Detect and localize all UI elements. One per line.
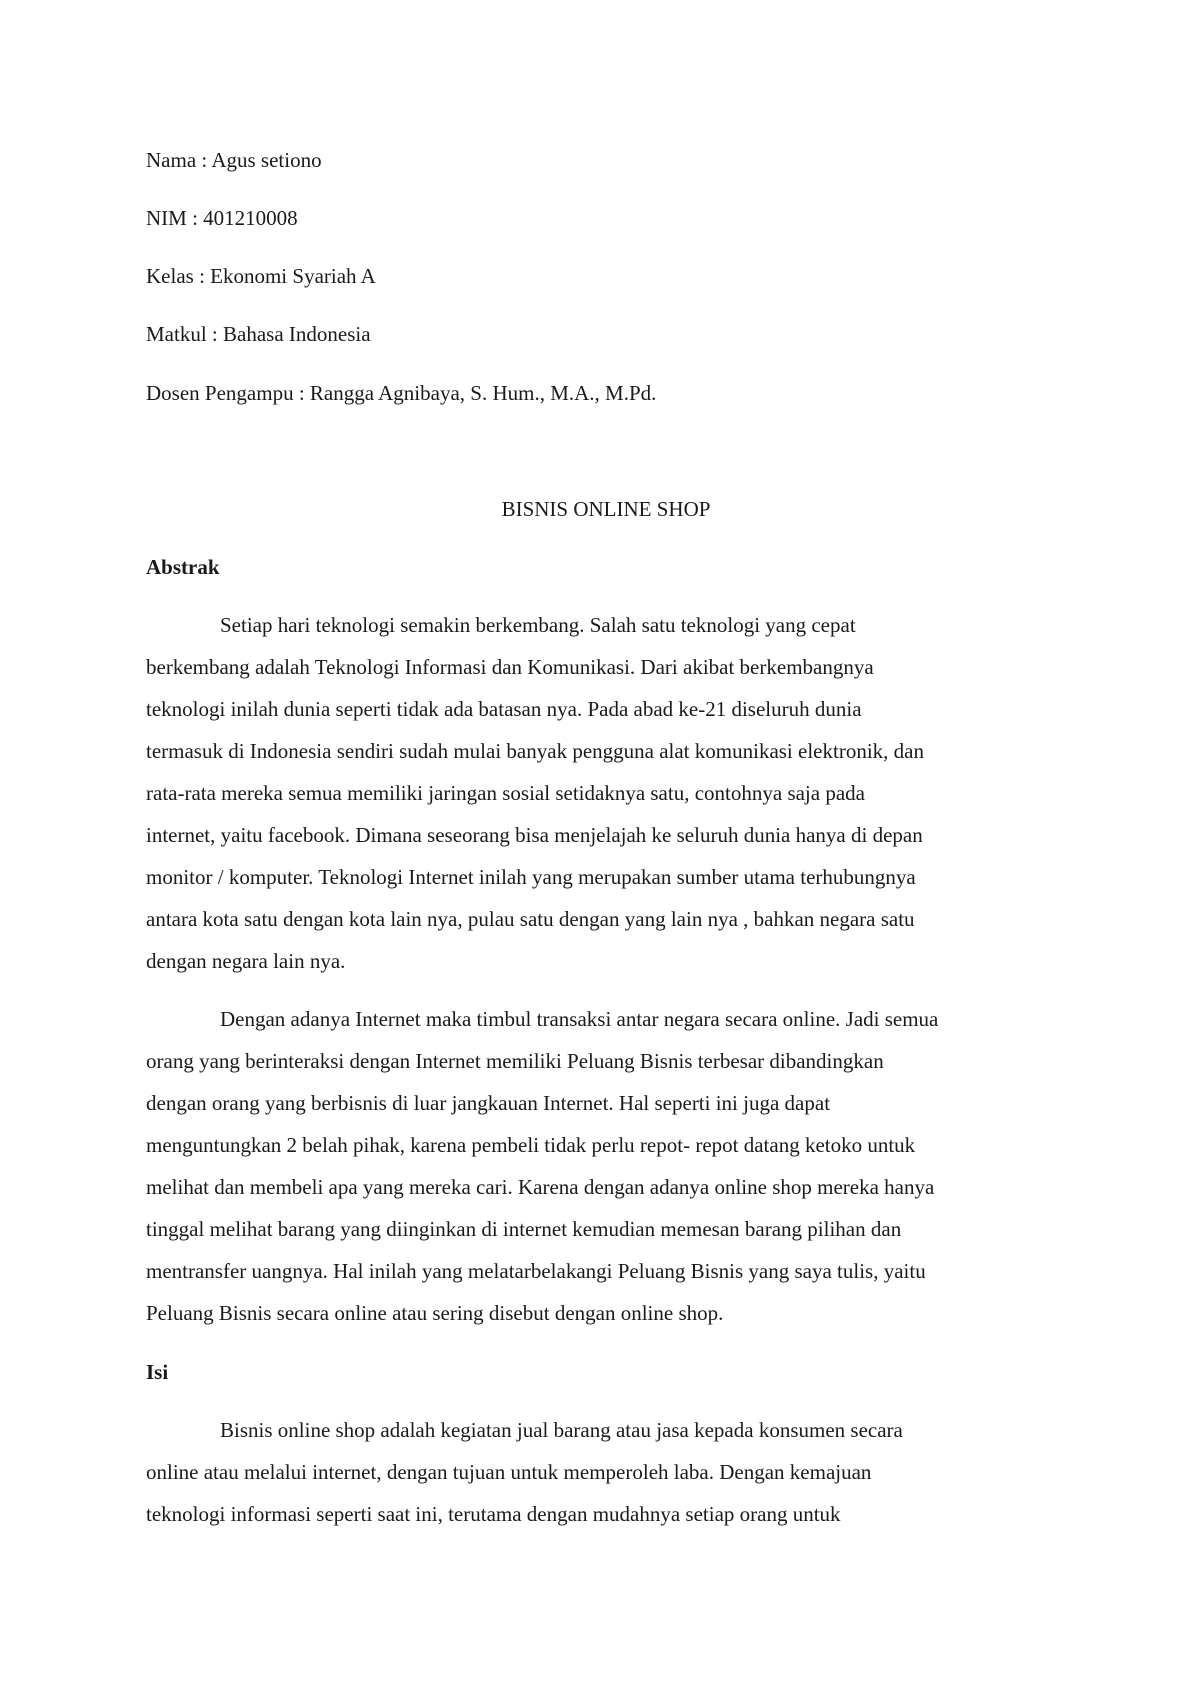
paragraph-line: rata-rata mereka semua memiliki jaringan sosial setidaknya satu, contohnya saja pada — [146, 781, 865, 805]
paragraph-line: tinggal melihat barang yang diinginkan di internet kemudian memesan barang pilihan dan — [146, 1217, 902, 1241]
paragraph-line: Dengan adanya Internet maka timbul transaksi antar negara secara online. Jadi semua — [220, 1007, 939, 1031]
section-heading-abstrak: Abstrak — [146, 555, 220, 579]
paragraph-line: Bisnis online shop adalah kegiatan jual barang atau jasa kepada konsumen secara — [220, 1418, 903, 1442]
paragraph-line: dengan negara lain nya. — [146, 949, 346, 973]
section-heading-isi: Isi — [146, 1360, 169, 1384]
paragraph-line: berkembang adalah Teknologi Informasi dan Komunikasi. Dari akibat berkembangnya — [146, 655, 874, 679]
document-title: BISNIS ONLINE SHOP — [501, 497, 711, 521]
paragraph-line: mentransfer uangnya. Hal inilah yang melatarbelakangi Peluang Bisnis yang saya tulis, yaitu — [146, 1259, 926, 1283]
paragraph-line: internet, yaitu facebook. Dimana seseorang bisa menjelajah ke seluruh dunia hanya di depan — [146, 823, 923, 847]
student-nim: NIM : 401210008 — [146, 206, 298, 230]
paragraph-line: Setiap hari teknologi semakin berkembang. Salah satu teknologi yang cepat — [220, 613, 856, 637]
paragraph-line: menguntungkan 2 belah pihak, karena pembeli tidak perlu repot- repot datang ketoko untuk — [146, 1133, 916, 1157]
paragraph-line: Peluang Bisnis secara online atau sering disebut dengan online shop. — [146, 1301, 724, 1325]
paragraph-line: teknologi inilah dunia seperti tidak ada batasan nya. Pada abad ke-21 diseluruh dunia — [146, 697, 862, 721]
paragraph-line: monitor / komputer. Teknologi Internet inilah yang merupakan sumber utama terhubungnya — [146, 865, 916, 889]
student-class: Kelas : Ekonomi Syariah A — [146, 264, 376, 288]
paragraph-line: orang yang berinteraksi dengan Internet memiliki Peluang Bisnis terbesar dibandingkan — [146, 1049, 884, 1073]
paragraph-line: online atau melalui internet, dengan tujuan untuk memperoleh laba. Dengan kemajuan — [146, 1460, 872, 1484]
paragraph-line: dengan orang yang berbisnis di luar jangkauan Internet. Hal seperti ini juga dapat — [146, 1091, 831, 1115]
student-name: Nama : Agus setiono — [146, 148, 322, 172]
paragraph-line: antara kota satu dengan kota lain nya, pulau satu dengan yang lain nya , bahkan negara satu — [146, 907, 915, 931]
course-name: Matkul : Bahasa Indonesia — [146, 322, 371, 346]
paragraph-line: melihat dan membeli apa yang mereka cari. Karena dengan adanya online shop mereka hanya — [146, 1175, 935, 1199]
paragraph-line: teknologi informasi seperti saat ini, terutama dengan mudahnya setiap orang untuk — [146, 1502, 841, 1526]
lecturer-name: Dosen Pengampu : Rangga Agnibaya, S. Hum., M.A., M.Pd. — [146, 381, 657, 405]
paragraph-line: termasuk di Indonesia sendiri sudah mulai banyak pengguna alat komunikasi elektronik, dan — [146, 739, 924, 763]
